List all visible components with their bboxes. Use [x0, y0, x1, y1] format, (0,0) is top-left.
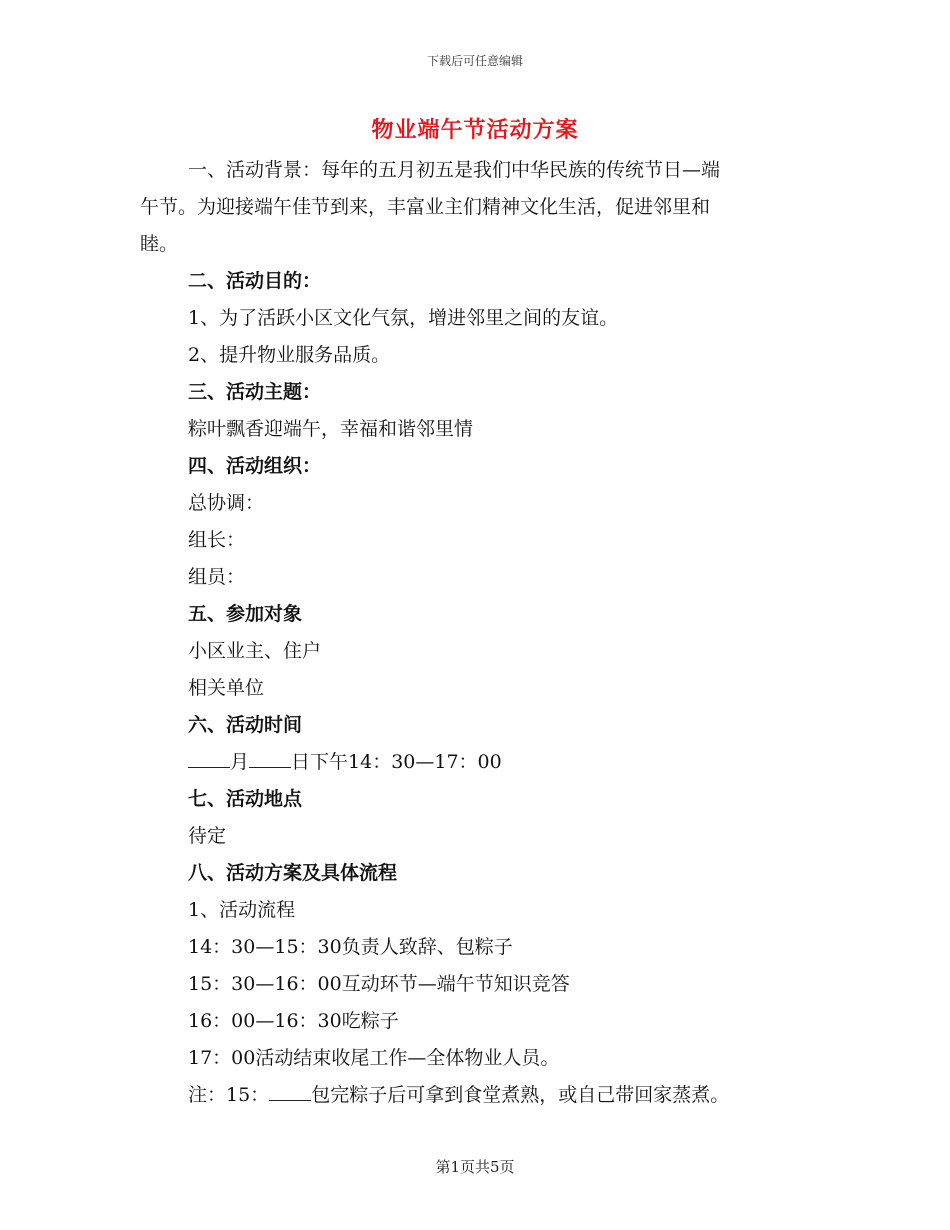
flow-item: 17：00活动结束收尾工作—全体物业人员。	[188, 1047, 560, 1069]
page-title: 物业端午节活动方案	[371, 117, 579, 143]
intro-line-1: 一、活动背景：每年的五月初五是我们中华民族的传统节日—端	[188, 159, 721, 181]
section-heading-theme: 三、活动主题：	[188, 381, 322, 403]
participants-item-1: 小区业主、住户	[188, 640, 322, 662]
flow-item: 14：30—15：30负责人致辞、包粽子	[188, 936, 513, 958]
page-footer: 第1页共5页	[435, 1158, 515, 1176]
intro-line-3: 睦。	[140, 233, 179, 255]
month-blank	[188, 749, 230, 768]
time-month: 月	[230, 751, 250, 773]
participants-item-2: 相关单位	[188, 677, 265, 699]
section-heading-organization: 四、活动组织：	[188, 455, 322, 477]
intro-line-2: 午节。为迎接端午佳节到来，丰富业主们精神文化生活，促进邻里和	[140, 196, 711, 218]
note-prefix: 注：15：	[188, 1084, 270, 1106]
org-members: 组员：	[188, 566, 246, 588]
note-blank	[269, 1082, 311, 1101]
flow-item: 16：00—16：30吃粽子	[188, 1010, 399, 1032]
location-text: 待定	[188, 825, 227, 847]
section-heading-time: 六、活动时间	[188, 714, 303, 736]
org-coordinator: 总协调：	[188, 492, 265, 514]
flow-heading: 1、活动流程	[188, 899, 296, 921]
section-heading-purpose: 二、活动目的：	[188, 270, 322, 292]
section-heading-location: 七、活动地点	[188, 788, 303, 810]
time-rest: 日下午14：30—17：00	[291, 751, 502, 773]
flow-item: 15：30—16：00互动环节—端午节知识竞答	[188, 973, 570, 995]
purpose-item-2: 2、提升物业服务品质。	[188, 344, 391, 366]
purpose-item-1: 1、为了活跃小区文化气氛，增进邻里之间的友谊。	[188, 307, 619, 329]
header-note: 下载后可任意编辑	[426, 54, 523, 68]
document-body	[140, 152, 812, 1114]
section-heading-participants: 五、参加对象	[188, 603, 303, 625]
time-line	[140, 744, 812, 781]
section-heading-flow: 八、活动方案及具体流程	[188, 862, 398, 884]
note-rest: 包完粽子后可拿到食堂煮熟，或自己带回家蒸煮。	[311, 1084, 730, 1106]
org-leader: 组长：	[188, 529, 246, 551]
theme-text: 粽叶飘香迎端午，幸福和谐邻里情	[188, 418, 474, 440]
note-line	[140, 1077, 812, 1114]
day-blank	[249, 749, 291, 768]
